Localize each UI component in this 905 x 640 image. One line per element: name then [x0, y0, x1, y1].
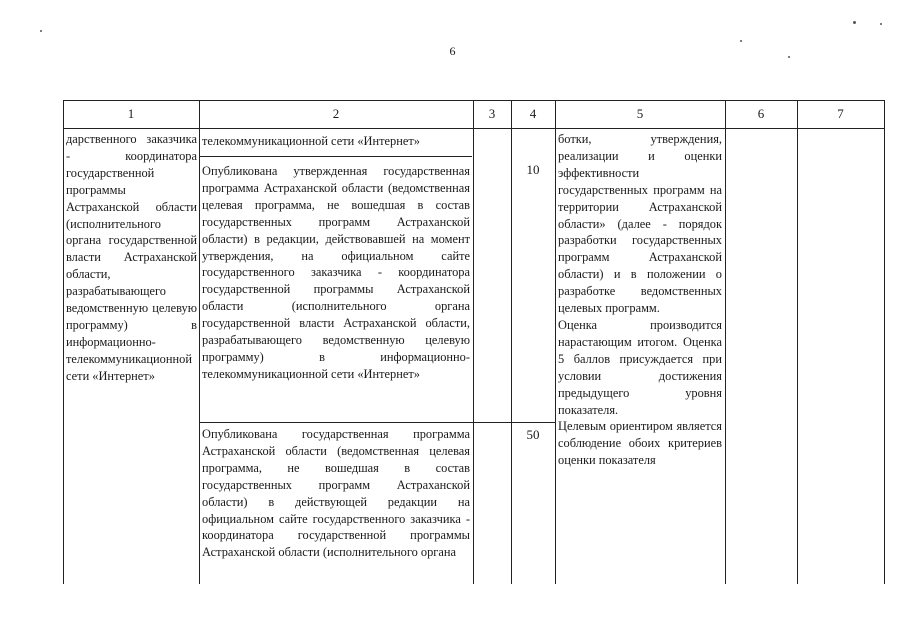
row-c-col2: Опубликована государственная программа Астраханской области (ведомственная целевая программа, не вошедшая в состав государственных программ Астраханской области) в действующей редакции на официальном сайте государственного заказчика - координатора государственной программы Астраханской области (исполнительного органа	[202, 427, 470, 560]
data-table	[63, 100, 885, 584]
scan-speck	[788, 56, 790, 58]
header-col-6: 6	[757, 106, 765, 121]
col5-paragraph-1: ботки, утверждения, реализации и оценки эффективности государственных программ на территории Астраханской области» (далее - порядок разработки государственных программ Астраханской области) и в положении о разработке ведомственных целевых программ.	[558, 132, 722, 316]
scan-speck	[853, 21, 856, 24]
col-border	[884, 100, 885, 584]
header-col-4: 4	[529, 106, 537, 121]
row-b-col4: 10	[526, 162, 540, 177]
col5-paragraph-3: Целевым ориентиром является соблюдение обоих критериев оценки показателя	[558, 419, 722, 468]
col5-paragraph-2: Оценка производится нарастающим итогом. Оценка 5 баллов присуждается при условии достижения предыдущего уровня показателя.	[558, 317, 722, 417]
header-col-1: 1	[127, 106, 135, 121]
row-divider	[199, 422, 556, 423]
header-col-2: 2	[332, 106, 340, 121]
col-border	[473, 100, 474, 584]
scan-speck	[740, 40, 742, 42]
header-divider	[63, 128, 885, 129]
row-divider	[199, 156, 472, 157]
scan-speck	[40, 30, 42, 32]
row-a-col2: телекоммуникационной сети «Интернет»	[202, 134, 420, 148]
page-number: 6	[449, 44, 456, 58]
row-c-col4: 50	[526, 427, 540, 442]
header-col-3: 3	[488, 106, 496, 121]
col-border	[199, 100, 200, 584]
col-border	[63, 100, 64, 584]
col-border	[555, 100, 556, 584]
header-col-7: 7	[837, 106, 844, 121]
col1-text: дарственного заказчика - координатора государственной программы Астраханской области (исполнительного органа государственной власти Астраханской области, разрабатывающего ведомственную целевую программу) в информационно-телекоммуникационной сети «Интернет»	[66, 132, 197, 383]
col-border	[797, 100, 798, 584]
row-b-col2: Опубликована утвержденная государственная программа Астраханской области (ведомственная целевая программа, не вошедшая в состав государственных программ Астраханской области) в редакции, действовавшей на момент утверждения, на официальном сайте государственного заказчика - координатора государственной программы Астраханской области (исполнительного органа государственной власти Астраханской области, разрабатывающего ведомственную целевую программу) в информационно-телекоммуникационной сети «Интернет»	[202, 164, 470, 381]
col-border	[725, 100, 726, 584]
scan-speck	[880, 23, 882, 25]
header-col-5: 5	[636, 106, 644, 121]
col5-text	[558, 131, 722, 541]
